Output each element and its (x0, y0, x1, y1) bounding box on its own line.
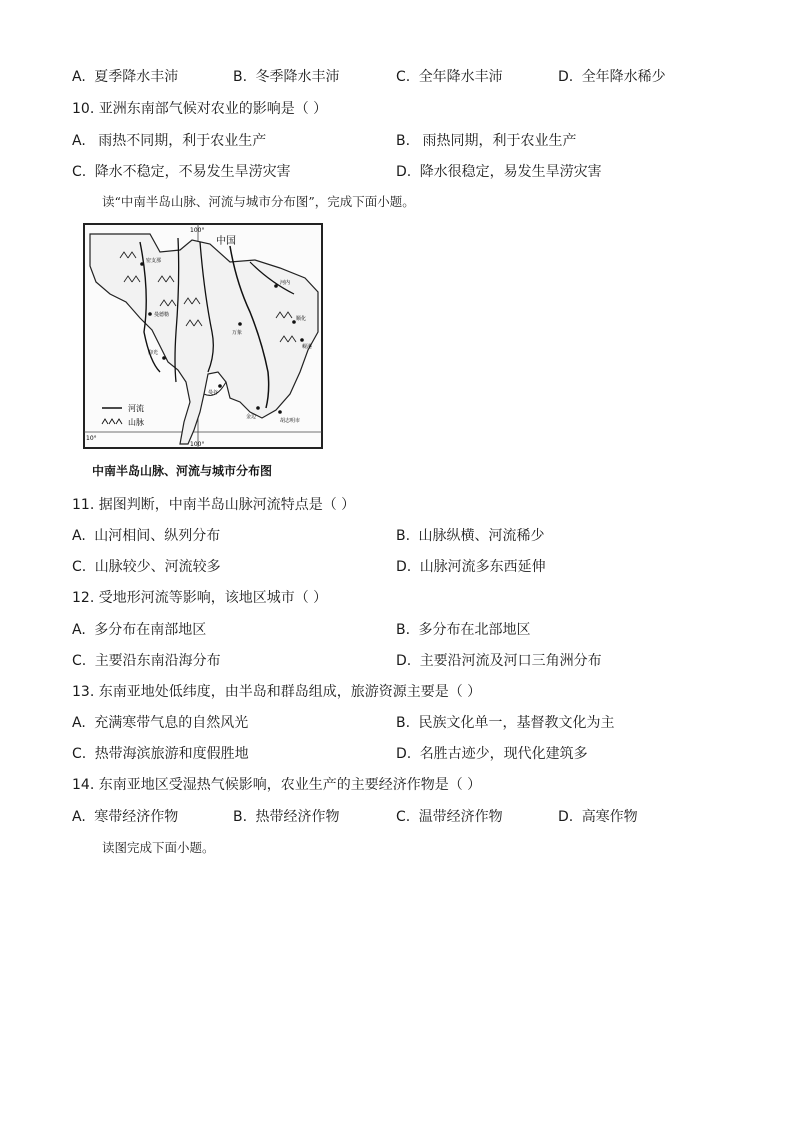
label-lon-top: 100° (190, 227, 205, 234)
q12-option-d[interactable] (396, 650, 602, 670)
option-text: 降水很稳定，易发生旱涝灾害 (419, 164, 602, 180)
option-letter: A. (72, 528, 86, 544)
option-letter: B. (233, 809, 248, 825)
city-label: 曼谷 (208, 390, 219, 396)
city-label: 仰光 (148, 350, 159, 356)
option-letter: B. (396, 133, 411, 149)
option-letter: A. (72, 622, 86, 638)
q13-option-b[interactable] (396, 712, 615, 732)
q9-option-b[interactable] (233, 66, 340, 86)
option-text: 热带经济作物 (255, 809, 340, 825)
legend-river-label: 河流 (128, 404, 144, 413)
option-text: 山脉纵横、河流稀少 (418, 528, 545, 544)
option-letter: C. (396, 69, 411, 85)
q12-stem: 12. 受地形河流等影响，该地区城市（ ） (72, 590, 328, 606)
option-letter: D. (558, 69, 574, 85)
option-letter: C. (72, 559, 87, 575)
legend-mountain-label: 山脉 (128, 418, 144, 427)
q13-option-c[interactable] (72, 743, 249, 763)
option-letter: A. (72, 809, 86, 825)
q12-option-a[interactable] (72, 619, 206, 639)
city-label: 金边 (246, 414, 257, 420)
q13-option-a[interactable] (72, 712, 248, 732)
option-text: 降水不稳定，不易发生旱涝灾害 (94, 164, 291, 180)
option-letter: C. (72, 653, 87, 669)
option-text: 山脉河流多东西延伸 (419, 559, 546, 575)
q14-option-d[interactable] (558, 806, 638, 826)
q14-option-a[interactable] (72, 806, 178, 826)
q14-option-c[interactable] (396, 806, 503, 826)
option-text: 名胜古迹少，现代化建筑多 (419, 746, 588, 762)
option-letter: A. (72, 69, 86, 85)
city-label: 曼德勒 (154, 312, 170, 318)
option-text: 冬季降水丰沛 (255, 69, 340, 85)
option-text: 全年降水稀少 (581, 69, 666, 85)
option-text: 山脉较少、河流较多 (94, 559, 221, 575)
option-text: 全年降水丰沛 (418, 69, 503, 85)
option-letter: B. (396, 528, 411, 544)
q11-option-d[interactable] (396, 556, 546, 576)
city-label: 胡志明市 (280, 418, 301, 424)
option-letter: D. (396, 746, 412, 762)
q10-stem: 10. 亚洲东南部气候对农业的影响是（ ） (72, 101, 328, 117)
indochina-map (80, 222, 325, 452)
q10-option-c[interactable] (72, 161, 291, 181)
city-label: 密支那 (146, 258, 162, 264)
q11-option-c[interactable] (72, 556, 221, 576)
q13-option-d[interactable] (396, 743, 588, 763)
option-text: 山河相间、纵列分布 (94, 528, 221, 544)
option-letter: C. (72, 164, 87, 180)
q12-option-c[interactable] (72, 650, 221, 670)
option-text: 寒带经济作物 (94, 809, 179, 825)
q12-option-b[interactable] (396, 619, 531, 639)
q11-stem: 11. 据图判断，中南半岛山脉河流特点是（ ） (72, 497, 356, 513)
option-letter: D. (396, 653, 412, 669)
option-text: 多分布在北部地区 (418, 622, 531, 638)
label-china: 中国 (216, 236, 236, 247)
figure-intro-text: 读图完成下面小题。 (102, 840, 215, 855)
option-letter: D. (558, 809, 574, 825)
option-letter: B. (396, 715, 411, 731)
city-label: 岘港 (302, 344, 313, 350)
option-text: 雨热同期，利于农业生产 (422, 133, 577, 149)
label-lat-left: 10° (86, 435, 97, 442)
option-text: 民族文化单一，基督教文化为主 (418, 715, 615, 731)
map-intro-text: 读“中南半岛山脉、河流与城市分布图”，完成下面小题。 (102, 194, 415, 209)
map-caption: 中南半岛山脉、河流与城市分布图 (92, 464, 273, 478)
q10-option-b[interactable] (396, 130, 577, 150)
q11-option-b[interactable] (396, 525, 545, 545)
q9-option-d[interactable] (558, 66, 666, 86)
q10-option-a[interactable] (72, 130, 266, 150)
option-letter: D. (396, 164, 412, 180)
option-text: 主要沿东南沿海分布 (94, 653, 221, 669)
option-text: 主要沿河流及河口三角洲分布 (419, 653, 602, 669)
option-text: 多分布在南部地区 (94, 622, 207, 638)
option-letter: B. (396, 622, 411, 638)
q14-option-b[interactable] (233, 806, 340, 826)
q9-option-c[interactable] (396, 66, 503, 86)
option-letter: C. (396, 809, 411, 825)
q9-option-a[interactable] (72, 66, 178, 86)
option-text: 温带经济作物 (418, 809, 503, 825)
q13-stem: 13. 东南亚地处低纬度，由半岛和群岛组成，旅游资源主要是（ ） (72, 684, 482, 700)
label-lon-bottom: 100° (190, 441, 205, 448)
option-letter: A. (72, 133, 86, 149)
option-letter: B. (233, 69, 248, 85)
city-label: 顺化 (296, 316, 307, 322)
option-text: 雨热不同期，利于农业生产 (98, 133, 267, 149)
q10-option-d[interactable] (396, 161, 602, 181)
option-text: 热带海滨旅游和度假胜地 (94, 746, 249, 762)
option-text: 高寒作物 (581, 809, 638, 825)
option-text: 夏季降水丰沛 (94, 69, 179, 85)
option-letter: A. (72, 715, 86, 731)
option-text: 充满寒带气息的自然风光 (94, 715, 249, 731)
q14-stem: 14. 东南亚地区受湿热气候影响，农业生产的主要经济作物是（ ） (72, 777, 482, 793)
map-svg (80, 222, 325, 452)
city-label: 河内 (280, 280, 291, 286)
city-label: 万象 (232, 330, 243, 336)
option-letter: D. (396, 559, 412, 575)
q11-option-a[interactable] (72, 525, 220, 545)
option-letter: C. (72, 746, 87, 762)
